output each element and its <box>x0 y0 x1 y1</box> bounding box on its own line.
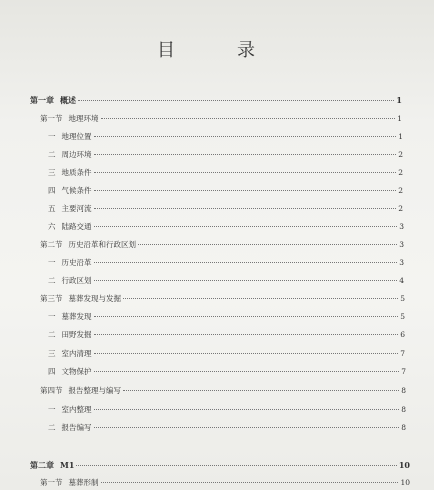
toc-label: 概述 <box>60 95 76 105</box>
leader-dots <box>78 100 394 101</box>
toc-number: 二 <box>48 276 56 285</box>
toc-page-number: 2 <box>398 186 403 195</box>
toc-label: 历史沿革 <box>61 258 92 267</box>
toc-label: 报告编写 <box>61 423 92 432</box>
toc-page-number: 7 <box>400 349 405 358</box>
leader-dots <box>94 427 400 428</box>
toc-section-2-1 <box>40 478 410 488</box>
toc-number: 五 <box>48 204 56 213</box>
toc-section-1-1 <box>40 114 402 124</box>
leader-dots <box>123 390 399 391</box>
toc-item <box>48 312 405 322</box>
toc-page-number: 3 <box>399 240 404 249</box>
toc-page-number: 3 <box>399 222 404 231</box>
toc-item <box>48 204 403 214</box>
toc-page-number: 7 <box>401 367 406 376</box>
toc-number: 六 <box>48 222 56 231</box>
toc-number: 四 <box>48 367 56 376</box>
toc-label: 文物保护 <box>61 367 92 376</box>
toc-page-number: 4 <box>399 276 404 285</box>
toc-item <box>48 258 404 268</box>
toc-number: 第一节 <box>40 114 63 123</box>
toc-label: 室内清理 <box>61 349 92 358</box>
toc-number: 第一章 <box>30 95 54 105</box>
toc-page-number: 5 <box>400 312 405 321</box>
leader-dots <box>101 482 399 483</box>
leader-dots <box>123 298 398 299</box>
toc-section-1-3 <box>40 294 405 304</box>
toc-page-number: 1 <box>397 114 402 123</box>
leader-dots <box>94 262 398 263</box>
toc-item <box>48 276 404 286</box>
toc-page-number: 10 <box>398 460 410 470</box>
toc-item <box>48 405 406 415</box>
leader-dots <box>94 154 397 155</box>
leader-dots <box>94 280 398 281</box>
toc-page-number: 8 <box>401 386 406 395</box>
leader-dots <box>94 136 397 137</box>
leader-dots <box>94 371 400 372</box>
toc-section-1-4 <box>40 386 406 396</box>
toc-label: 周边环境 <box>61 150 92 159</box>
toc-number: 一 <box>48 312 56 321</box>
leader-dots <box>76 465 396 466</box>
leader-dots <box>94 353 399 354</box>
toc-page-number: 6 <box>400 330 405 339</box>
leader-dots <box>94 208 397 209</box>
toc-page-number: 3 <box>399 258 404 267</box>
toc-item <box>48 168 403 178</box>
toc-label: M1 <box>60 460 75 470</box>
toc-number: 第一节 <box>40 478 63 487</box>
leader-dots <box>94 226 398 227</box>
leader-dots <box>94 409 400 410</box>
leader-dots <box>94 316 399 317</box>
toc-label: 室内整理 <box>61 405 92 414</box>
toc-number: 第三节 <box>40 294 63 303</box>
toc-number: 三 <box>48 349 56 358</box>
toc-item <box>48 150 403 160</box>
toc-label: 地理位置 <box>61 132 92 141</box>
toc-page-number: 2 <box>398 168 403 177</box>
toc-label: 地理环境 <box>68 114 99 123</box>
toc-number: 第二章 <box>30 460 54 470</box>
toc-label: 历史沿革和行政区划 <box>68 240 136 249</box>
toc-page-number: 2 <box>398 150 403 159</box>
toc-label: 墓葬形制 <box>68 478 99 487</box>
toc-item <box>48 222 404 232</box>
leader-dots <box>94 172 397 173</box>
toc-chapter-1 <box>30 95 402 105</box>
toc-label: 墓葬发现与发掘 <box>68 294 121 303</box>
leader-dots <box>94 334 399 335</box>
toc-page-number: 5 <box>400 294 405 303</box>
toc-number: 三 <box>48 168 56 177</box>
toc-page-number: 1 <box>396 95 402 105</box>
toc-page-number: 8 <box>401 423 406 432</box>
toc-item <box>48 132 403 142</box>
toc-number: 四 <box>48 186 56 195</box>
toc-item <box>48 349 405 359</box>
leader-dots <box>138 244 397 245</box>
toc-number: 二 <box>48 423 56 432</box>
toc-page-number: 1 <box>398 132 403 141</box>
toc-item <box>48 186 403 196</box>
toc-item <box>48 423 406 433</box>
toc-section-1-2 <box>40 240 404 250</box>
toc-label: 墓葬发现 <box>61 312 92 321</box>
toc-chapter-2 <box>30 460 410 470</box>
toc-number: 一 <box>48 405 56 414</box>
toc-page-number: 10 <box>400 478 410 487</box>
toc-label: 报告整理与编写 <box>68 386 121 395</box>
page-title: 目 录 <box>157 40 277 61</box>
toc-label: 气候条件 <box>61 186 92 195</box>
toc-label: 陆路交通 <box>61 222 92 231</box>
leader-dots <box>94 190 397 191</box>
toc-label: 主要河流 <box>61 204 92 213</box>
toc-label: 田野发掘 <box>61 330 92 339</box>
toc-number: 第四节 <box>40 386 63 395</box>
toc-number: 二 <box>48 150 56 159</box>
toc-page-number: 8 <box>401 405 406 414</box>
toc-number: 一 <box>48 132 56 141</box>
toc-label: 地质条件 <box>61 168 92 177</box>
toc-number: 一 <box>48 258 56 267</box>
toc-page-number: 2 <box>398 204 403 213</box>
toc-number: 第二节 <box>40 240 63 249</box>
leader-dots <box>101 118 396 119</box>
toc-item <box>48 367 406 377</box>
toc-number: 二 <box>48 330 56 339</box>
toc-label: 行政区划 <box>61 276 92 285</box>
toc-item <box>48 330 405 340</box>
